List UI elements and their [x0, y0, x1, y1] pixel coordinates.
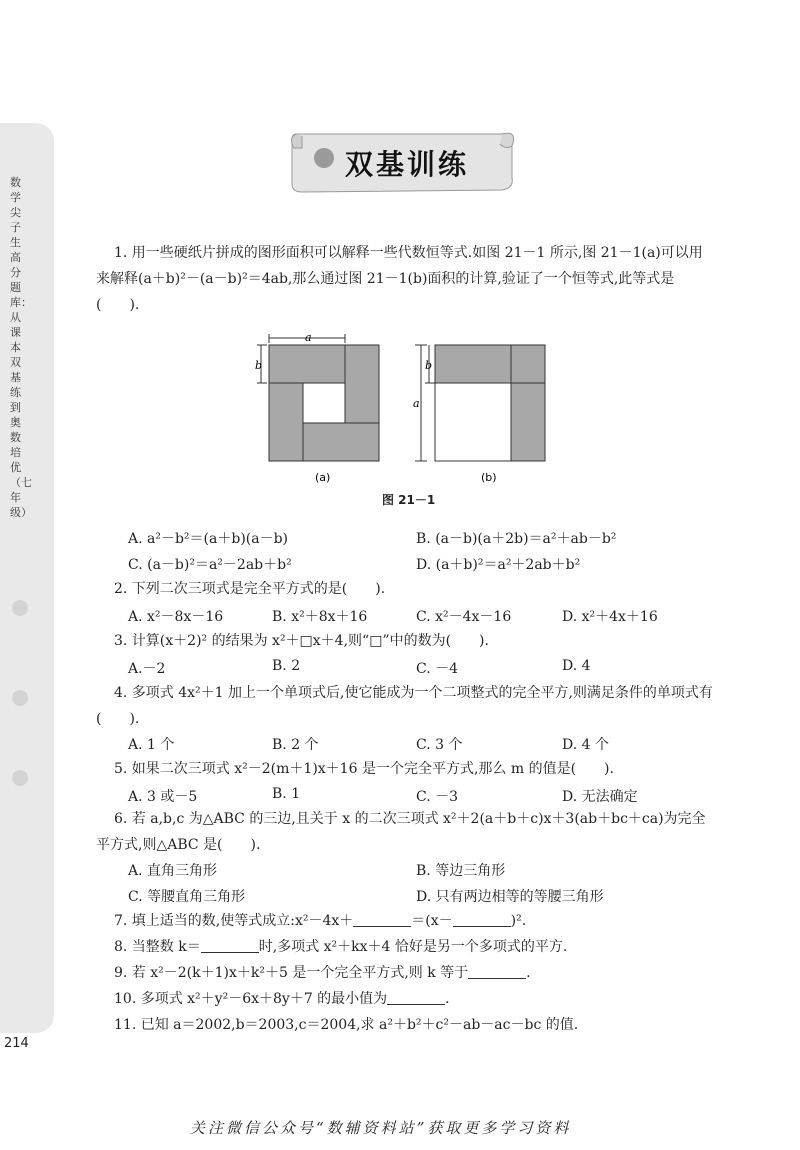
q10-text-1: 10. 多项式 x²＋y²－6x＋8y＋7 的最小值为 — [114, 991, 388, 1007]
question-1-stem: 1. 用一些硬纸片拼成的图形面积可以解释一些代数恒等式.如图 21－1 所示,图 21－1(a)可以用来解释(a＋b)²－(a－b)²＝4ab,那么通过图 21－1(b)面积的计算,验证了一个恒等式,此等式是( ). — [96, 245, 703, 313]
q3-option-d[interactable]: D. 4 — [562, 658, 591, 674]
q6-option-c[interactable]: C. 等腰直角三角形 — [128, 889, 246, 905]
q3-option-c[interactable]: C. －4 — [416, 661, 459, 677]
q4-option-a[interactable]: A. 1 个 — [128, 737, 175, 753]
subfigure-a-label: (a) — [315, 471, 331, 484]
q3-option-b[interactable]: B. 2 — [272, 658, 301, 674]
question-8 — [96, 934, 716, 960]
label-a-right: a — [413, 397, 420, 410]
question-9 — [96, 960, 716, 986]
q4-option-b[interactable]: B. 2 个 — [272, 737, 319, 753]
q1-option-a[interactable]: A. a²－b²＝(a＋b)(a－b) — [128, 531, 289, 547]
decorative-dot — [12, 770, 28, 786]
decorative-dot — [12, 690, 28, 706]
book-title-vertical: 数学尖子生高分题库：从课本双基练到奥数培优（七年级） — [10, 176, 32, 519]
q1-option-c[interactable]: C. (a－b)²＝a²－2ab＋b² — [128, 557, 292, 573]
q8-text-1: 8. 当整数 k＝ — [114, 939, 201, 955]
section-title: 双基训练 — [345, 148, 470, 181]
bullet-circle-icon — [314, 148, 334, 168]
q2-option-c[interactable]: C. x²－4x－16 — [416, 609, 512, 625]
q5-option-c[interactable]: C. －3 — [416, 789, 459, 805]
q9-text-1: 9. 若 x²－2(k＋1)x＋k²＋5 是一个完全平方式,则 k 等于 — [114, 965, 469, 981]
figure-a — [257, 334, 379, 461]
q7-text-2: ＝(x－ — [411, 913, 453, 929]
q5-option-d[interactable]: D. 无法确定 — [562, 789, 638, 805]
q6-option-b[interactable]: B. 等边三角形 — [416, 863, 506, 879]
q6-option-a[interactable]: A. 直角三角形 — [128, 863, 218, 879]
question-7 — [96, 908, 716, 934]
question-10 — [96, 986, 716, 1012]
q6-option-d[interactable]: D. 只有两边相等的等腰三角形 — [416, 889, 604, 905]
label-b-right: b — [425, 359, 433, 372]
question-11-stem: 11. 已知 a＝2002,b＝2003,c＝2004,求 a²＋b²＋c²－ab－ac－bc 的值. — [114, 1017, 579, 1033]
q7-blank-1[interactable] — [353, 912, 411, 927]
page-number: 214 — [4, 1036, 29, 1051]
label-a-top: a — [305, 333, 312, 344]
q9-text-2: . — [526, 965, 531, 981]
q4-option-c[interactable]: C. 3 个 — [416, 737, 463, 753]
figure-b — [415, 345, 545, 461]
q2-option-b[interactable]: B. x²＋8x＋16 — [272, 609, 368, 625]
q1-option-d[interactable]: D. (a＋b)²＝a²＋2ab＋b² — [416, 557, 581, 573]
question-3-stem: 3. 计算(x＋2)² 的结果为 x²＋□x＋4,则“□”中的数为( ). — [114, 633, 489, 649]
q10-text-2: . — [445, 991, 450, 1007]
q9-blank[interactable] — [468, 964, 526, 979]
q5-option-b[interactable]: B. 1 — [272, 786, 301, 802]
q3-option-a[interactable]: A.－2 — [128, 661, 166, 677]
q8-text-2: 时,多项式 x²＋kx＋4 恰好是另一个多项式的平方. — [258, 939, 568, 955]
q5-option-a[interactable]: A. 3 或－5 — [128, 789, 198, 805]
q10-blank[interactable] — [387, 990, 445, 1005]
figure-21-1 — [255, 333, 555, 493]
q4-option-d[interactable]: D. 4 个 — [562, 737, 609, 753]
question-5-stem: 5. 如果二次三项式 x²－2(m＋1)x＋16 是一个完全平方式,那么 m 的值是( ). — [114, 761, 614, 777]
subfigure-b-label: (b) — [481, 471, 497, 484]
figure-caption: 图 21－1 — [382, 493, 436, 507]
footer-note: 关注微信公众号“数辅资料站”获取更多学习资料 — [190, 1119, 572, 1137]
label-b-left: b — [255, 359, 263, 372]
q2-option-d[interactable]: D. x²＋4x＋16 — [562, 609, 658, 625]
q7-blank-2[interactable] — [453, 912, 511, 927]
q7-text-1: 7. 填上适当的数,使等式成立:x²－4x＋ — [114, 913, 354, 929]
q1-option-b[interactable]: B. (a－b)(a＋2b)＝a²＋ab－b² — [416, 531, 617, 547]
question-4-stem: 4. 多项式 4x²＋1 加上一个单项式后,使它能成为一个二项整式的完全平方,则满足条件的单项式有( ). — [96, 685, 713, 727]
q7-text-3: )². — [510, 913, 527, 929]
q2-option-a[interactable]: A. x²－8x－16 — [128, 609, 224, 625]
question-6-stem: 6. 若 a,b,c 为△ABC 的三边,且关于 x 的二次三项式 x²＋2(a＋b＋c)x＋3(ab＋bc＋ca)为完全平方式,则△ABC 是( ). — [96, 811, 706, 853]
decorative-dot — [12, 600, 28, 616]
q8-blank[interactable] — [201, 938, 259, 953]
question-2-stem: 2. 下列二次三项式是完全平方式的是( ). — [114, 581, 386, 597]
side-tab — [0, 123, 54, 1033]
